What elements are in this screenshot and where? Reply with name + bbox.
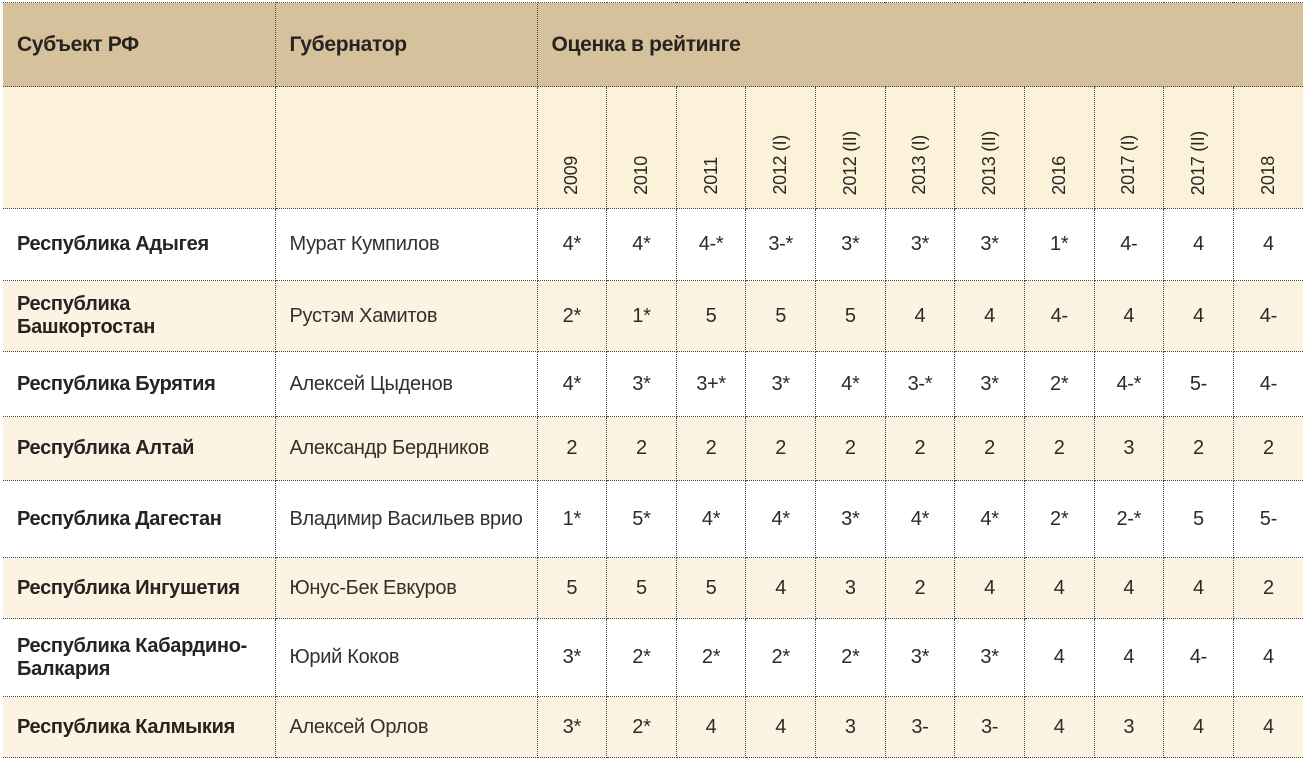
rating-cell: 1* <box>537 481 607 558</box>
year-label: 2017 (I) <box>1118 135 1139 195</box>
rating-cell: 5 <box>676 558 746 619</box>
table-row <box>3 619 1303 697</box>
rating-cell: 2* <box>537 281 607 352</box>
column-header-rating: Оценка в рейтинге <box>537 3 1303 87</box>
rating-cell: 4* <box>885 481 955 558</box>
rating-cell: 4- <box>1164 619 1234 697</box>
rating-cell: 2-* <box>1094 481 1164 558</box>
rating-cell: 4- <box>1094 209 1164 281</box>
subject-cell: Республика Бурятия <box>3 352 275 417</box>
year-header-cell <box>955 87 1025 209</box>
governor-cell: Мурат Кумпилов <box>275 209 537 281</box>
rating-cell: 3* <box>607 352 677 417</box>
table-row <box>3 697 1303 758</box>
rating-cell: 3* <box>537 697 607 758</box>
table-row <box>3 352 1303 417</box>
rating-cell: 3* <box>885 619 955 697</box>
rating-cell: 1* <box>607 281 677 352</box>
rating-cell: 4 <box>746 558 816 619</box>
rating-cell: 3* <box>537 619 607 697</box>
subject-cell: Республика Башкортостан <box>3 281 275 352</box>
rating-cell: 2 <box>885 417 955 481</box>
rating-cell: 5 <box>537 558 607 619</box>
rating-cell: 5 <box>676 281 746 352</box>
rating-cell: 3- <box>955 697 1025 758</box>
subject-cell: Республика Дагестан <box>3 481 275 558</box>
rating-cell: 4* <box>816 352 886 417</box>
rating-cell: 2* <box>1024 481 1094 558</box>
year-label: 2011 <box>700 157 721 195</box>
rating-cell: 4 <box>1233 209 1303 281</box>
governor-cell: Владимир Васильев врио <box>275 481 537 558</box>
rating-cell: 4* <box>746 481 816 558</box>
rating-cell: 5 <box>746 281 816 352</box>
year-header-cell <box>607 87 677 209</box>
rating-cell: 2* <box>607 619 677 697</box>
rating-cell: 2* <box>1024 352 1094 417</box>
year-label: 2012 (I) <box>770 135 791 195</box>
rating-cell: 4 <box>1233 697 1303 758</box>
year-label: 2017 (II) <box>1187 130 1208 195</box>
rating-cell: 2* <box>676 619 746 697</box>
table-row <box>3 481 1303 558</box>
rating-cell: 3* <box>746 352 816 417</box>
rating-cell: 4 <box>1164 209 1234 281</box>
year-header-cell <box>676 87 746 209</box>
rating-cell: 3+* <box>676 352 746 417</box>
year-label: 2016 <box>1048 156 1069 195</box>
governor-cell: Алексей Цыденов <box>275 352 537 417</box>
governor-cell: Рустэм Хамитов <box>275 281 537 352</box>
rating-cell: 4 <box>1024 697 1094 758</box>
column-header-governor: Губернатор <box>275 3 537 87</box>
rating-cell: 4 <box>676 697 746 758</box>
rating-cell: 4 <box>1024 558 1094 619</box>
table-row <box>3 209 1303 281</box>
rating-cell: 2 <box>885 558 955 619</box>
governor-cell: Александр Бердников <box>275 417 537 481</box>
rating-cell: 4 <box>1233 619 1303 697</box>
rating-cell: 3* <box>816 481 886 558</box>
rating-cell: 4 <box>885 281 955 352</box>
year-header-cell <box>885 87 955 209</box>
rating-cell: 2 <box>816 417 886 481</box>
rating-cell: 4 <box>1094 558 1164 619</box>
subject-cell: Республика Адыгея <box>3 209 275 281</box>
rating-cell: 2 <box>1164 417 1234 481</box>
year-label: 2009 <box>561 156 582 195</box>
rating-cell: 2 <box>1233 417 1303 481</box>
rating-cell: 5- <box>1164 352 1234 417</box>
governor-ratings-table <box>3 2 1303 758</box>
year-header-row <box>3 87 1303 209</box>
rating-cell: 3* <box>885 209 955 281</box>
subject-cell: Республика Калмыкия <box>3 697 275 758</box>
rating-cell: 3* <box>955 352 1025 417</box>
rating-cell: 4 <box>1094 281 1164 352</box>
table-header-row <box>3 3 1303 87</box>
rating-cell: 3 <box>816 697 886 758</box>
governor-cell: Юрий Коков <box>275 619 537 697</box>
governor-cell: Юнус-Бек Евкуров <box>275 558 537 619</box>
year-label: 2013 (II) <box>979 130 1000 195</box>
rating-cell: 4-* <box>1094 352 1164 417</box>
rating-cell: 5- <box>1233 481 1303 558</box>
rating-cell: 4* <box>955 481 1025 558</box>
rating-cell: 5 <box>1164 481 1234 558</box>
subject-cell: Республика Кабардино-Балкария <box>3 619 275 697</box>
rating-cell: 2 <box>955 417 1025 481</box>
rating-cell: 3- <box>885 697 955 758</box>
rating-cell: 4 <box>955 281 1025 352</box>
year-label: 2013 (I) <box>909 135 930 195</box>
rating-cell: 4- <box>1233 352 1303 417</box>
rating-cell: 4 <box>955 558 1025 619</box>
rating-cell: 2* <box>607 697 677 758</box>
subject-cell: Республика Алтай <box>3 417 275 481</box>
table-row <box>3 558 1303 619</box>
rating-cell: 2 <box>746 417 816 481</box>
rating-cell: 4 <box>1164 697 1234 758</box>
rating-cell: 3* <box>816 209 886 281</box>
rating-cell: 3* <box>955 619 1025 697</box>
rating-cell: 4 <box>1164 281 1234 352</box>
year-header-cell <box>1233 87 1303 209</box>
year-header-cell <box>1024 87 1094 209</box>
rating-cell: 4- <box>1233 281 1303 352</box>
governor-cell: Алексей Орлов <box>275 697 537 758</box>
rating-cell: 2 <box>1233 558 1303 619</box>
rating-cell: 4* <box>607 209 677 281</box>
rating-cell: 3 <box>816 558 886 619</box>
rating-cell: 4* <box>537 352 607 417</box>
year-header-cell <box>746 87 816 209</box>
table-row <box>3 417 1303 481</box>
rating-cell: 2* <box>816 619 886 697</box>
column-header-subject: Субъект РФ <box>3 3 275 87</box>
rating-cell: 2 <box>1024 417 1094 481</box>
rating-cell: 3-* <box>746 209 816 281</box>
rating-cell: 4* <box>676 481 746 558</box>
rating-cell: 4* <box>537 209 607 281</box>
year-row-spacer-subject <box>3 87 275 209</box>
rating-cell: 5* <box>607 481 677 558</box>
year-row-spacer-governor <box>275 87 537 209</box>
year-label: 2010 <box>630 156 651 195</box>
rating-cell: 5 <box>816 281 886 352</box>
rating-cell: 4 <box>1094 619 1164 697</box>
rating-cell: 1* <box>1024 209 1094 281</box>
year-header-cell <box>1164 87 1234 209</box>
year-header-cell <box>1094 87 1164 209</box>
rating-cell: 4 <box>746 697 816 758</box>
rating-cell: 4- <box>1024 281 1094 352</box>
rating-cell: 2 <box>607 417 677 481</box>
rating-cell: 4-* <box>676 209 746 281</box>
rating-cell: 3 <box>1094 697 1164 758</box>
rating-cell: 3 <box>1094 417 1164 481</box>
table-row <box>3 281 1303 352</box>
year-header-cell <box>816 87 886 209</box>
rating-cell: 5 <box>607 558 677 619</box>
rating-cell: 2 <box>676 417 746 481</box>
rating-cell: 3-* <box>885 352 955 417</box>
rating-cell: 2* <box>746 619 816 697</box>
year-header-cell <box>537 87 607 209</box>
rating-cell: 4 <box>1024 619 1094 697</box>
rating-cell: 4 <box>1164 558 1234 619</box>
rating-cell: 3* <box>955 209 1025 281</box>
subject-cell: Республика Ингушетия <box>3 558 275 619</box>
year-label: 2012 (II) <box>839 130 860 195</box>
year-label: 2018 <box>1257 156 1278 195</box>
rating-cell: 2 <box>537 417 607 481</box>
